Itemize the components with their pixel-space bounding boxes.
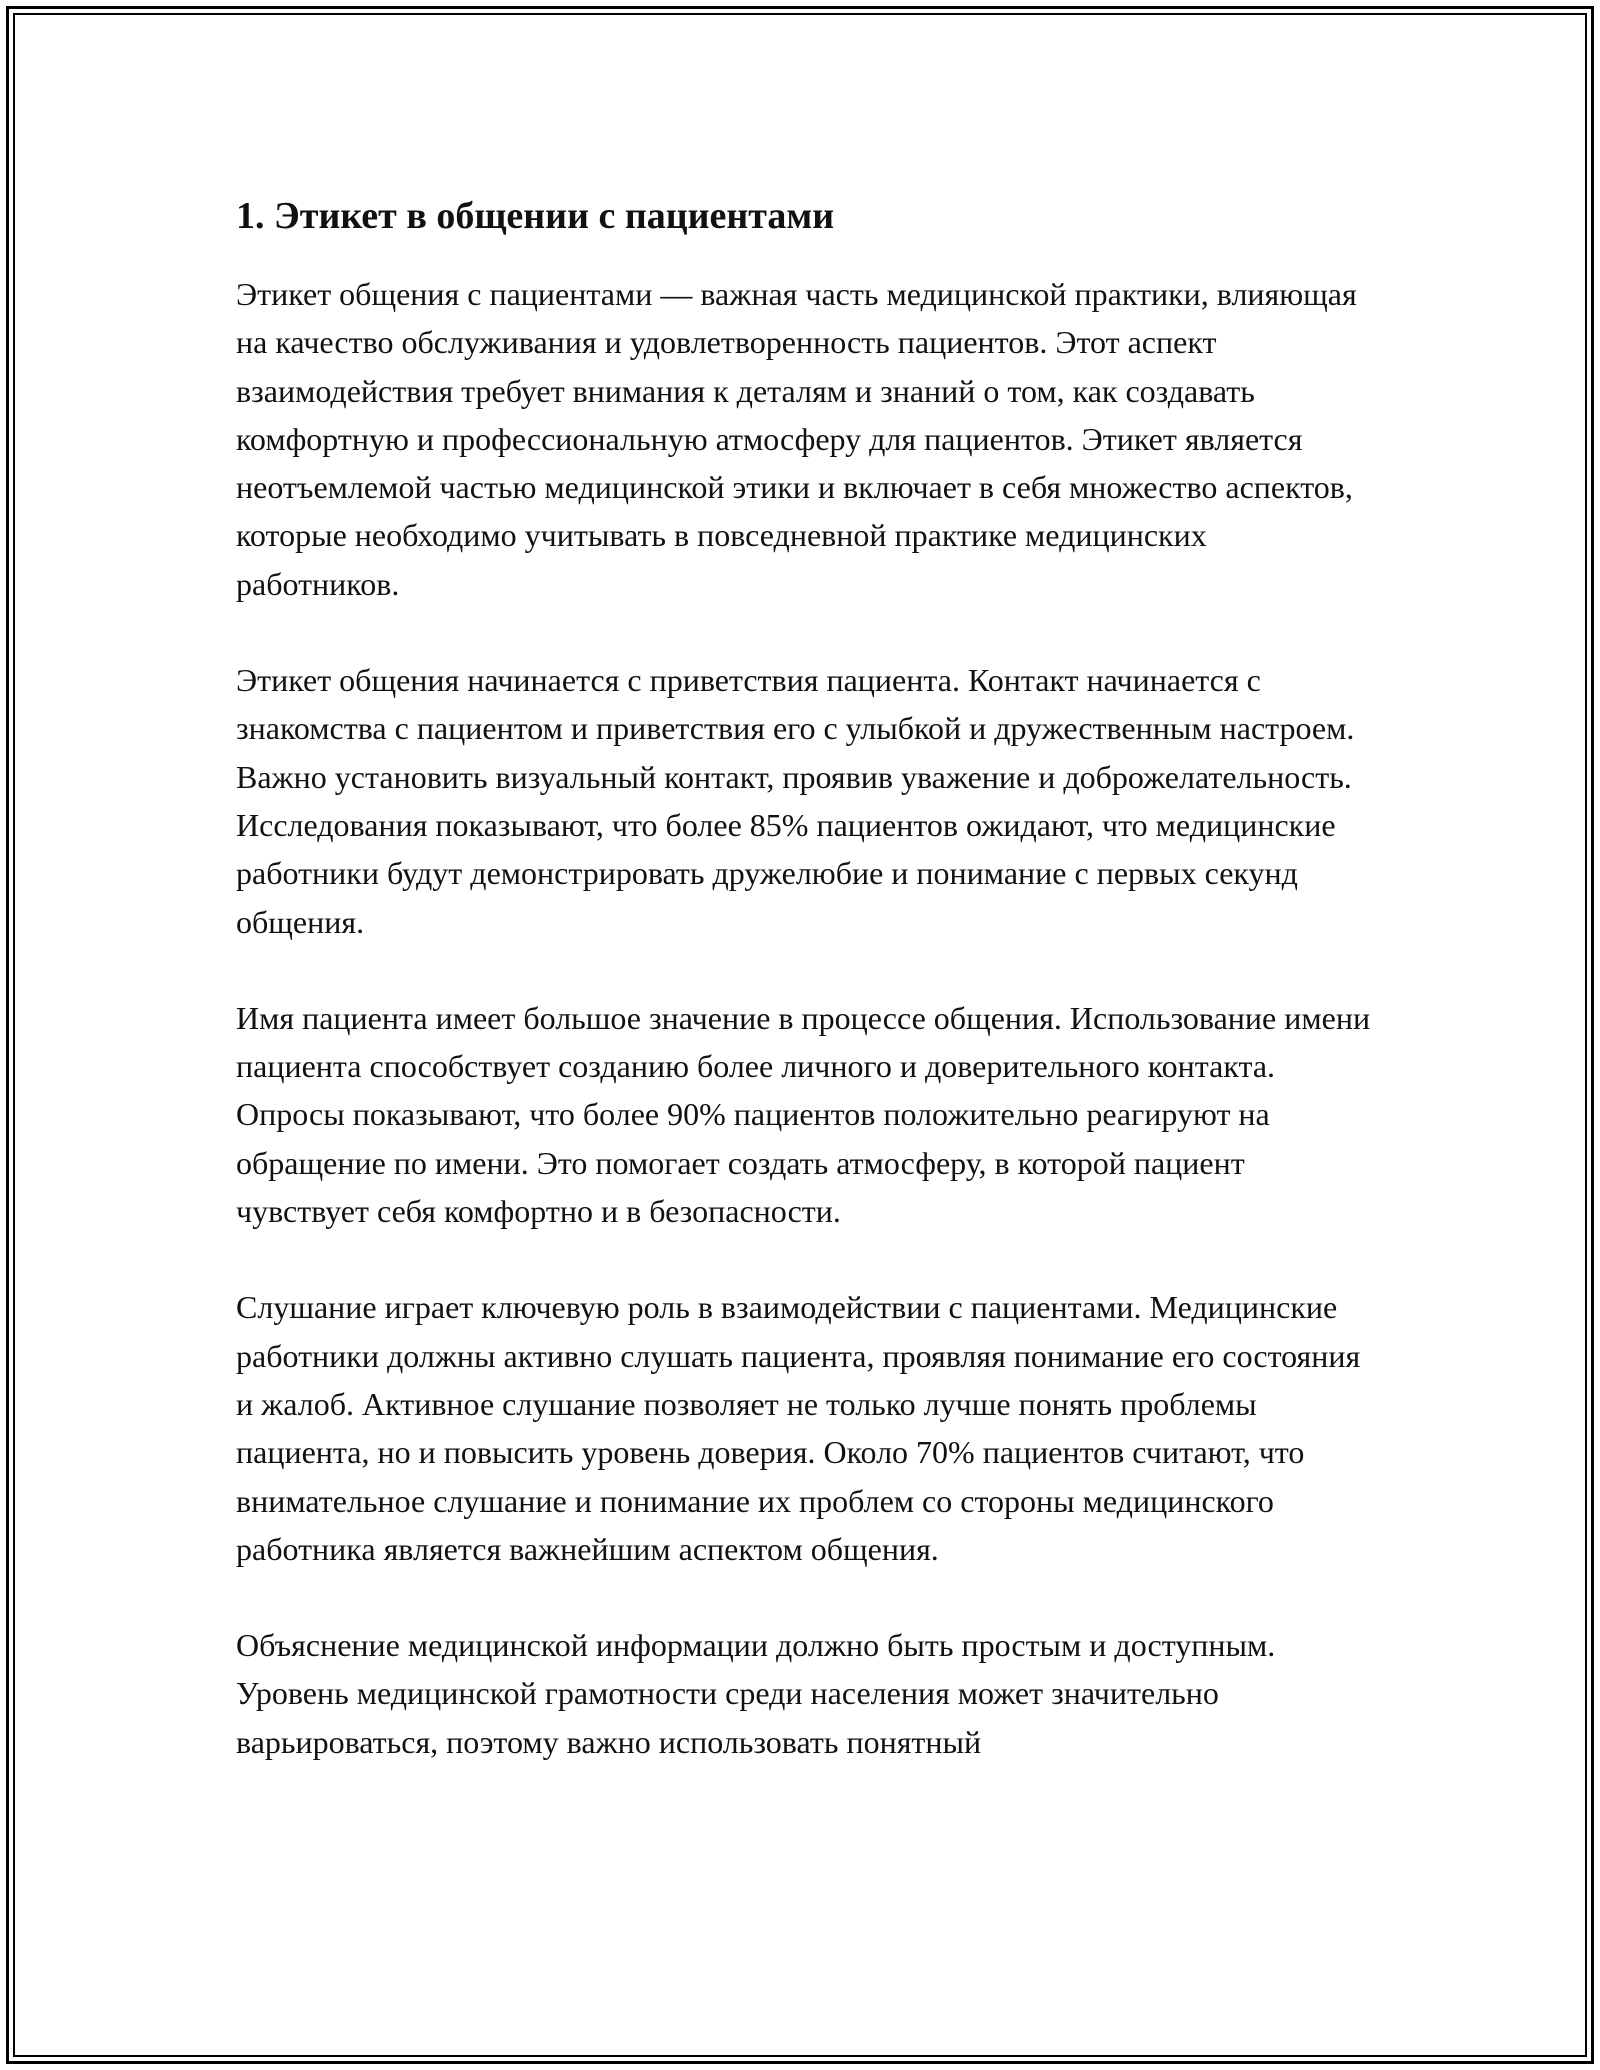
paragraph-patient-name: Имя пациента имеет большое значение в процессе общения. Использование имени пациента способствует созданию более личного и доверительного контакта. Опросы показывают, что более 90% пациентов положительно реагируют на обращение по имени. Это помогает создать атмосферу, в которой пациент чувствует себя комфортно и в безопасности.	[236, 999, 1371, 1230]
paragraph-intro: Этикет общения с пациентами — важная часть медицинской практики, влияющая на качество обслуживания и удовлетворенность пациентов. Этот аспект взаимодействия требует внимания к деталям и знаний о том, как создавать комфортную и профессиональную атмосферу для пациентов. Этикет является неотъемлемой частью медицинской этики и включает в себя множество аспектов, которые необходимо учитывать в повседневной практике медицинских работников.	[236, 276, 1357, 602]
paragraph-listening: Слушание играет ключевую роль в взаимодействии с пациентами. Медицинские работники должны активно слушать пациента, проявляя понимание его состояния и жалоб. Активное слушание позволяет не только лучше понять проблемы пациента, но и повысить уровень доверия. Около 70% пациентов считают, что внимательное слушание и понимание их проблем со стороны медицинского работника является важнейшим аспектом общения.	[236, 1289, 1361, 1567]
document-body	[236, 190, 1376, 1766]
section-heading: 1. Этикет в общении с пациентами	[236, 195, 835, 237]
paragraph-greeting: Этикет общения начинается с приветствия пациента. Контакт начинается с знакомства с пациентом и приветствия его с улыбкой и дружественным настроем. Важно установить визуальный контакт, проявив уважение и доброжелательность. Исследования показывают, что более 85% пациентов ожидают, что медицинские работники будут демонстрировать дружелюбие и понимание с первых секунд общения.	[236, 662, 1355, 940]
paragraph-explanation: Объяснение медицинской информации должно быть простым и доступным. Уровень медицинской грамотности среди населения может значительно варьироваться, поэтому важно использовать понятный	[236, 1627, 1276, 1760]
